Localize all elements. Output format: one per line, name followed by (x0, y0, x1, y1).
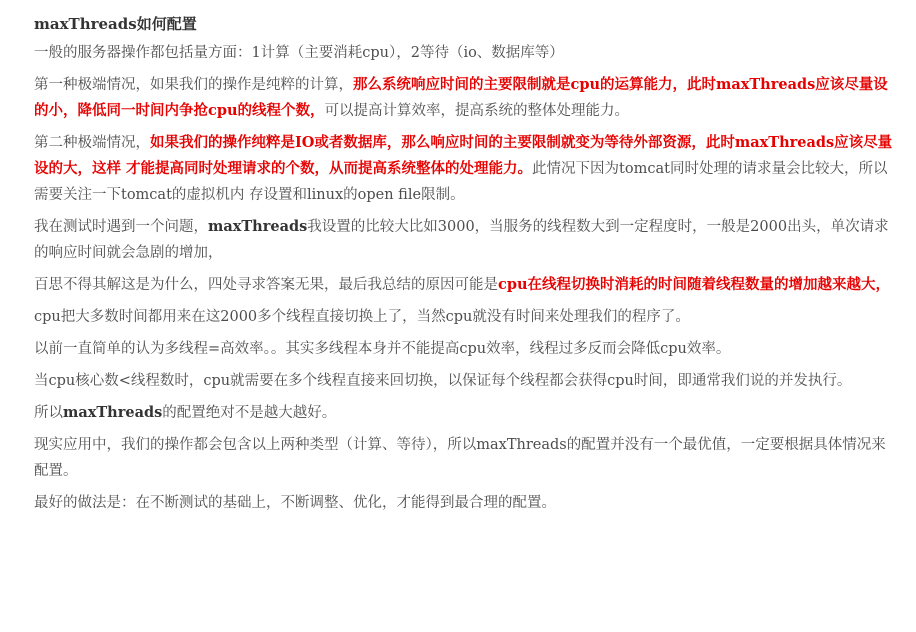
paragraph-text: 第二种极端情况， (34, 135, 150, 151)
paragraph-real-world: 现实应用中，我们的操作都会包含以上两种类型（计算、等待），所以maxThreads的配置并没有一个最优值，一定要根据具体情况来配置。 (34, 437, 886, 479)
bold-term: maxThreads (63, 404, 163, 421)
paragraph-not-bigger-better (34, 400, 898, 426)
paragraph-multithread-efficiency: 以前一直简单的认为多线程=高效率。。其实多线程本身并不能提高cpu效率，线程过多反而会降低cpu效率。 (34, 341, 731, 357)
article-heading: maxThreads如何配置 (34, 15, 197, 33)
paragraph-cpu-switching: cpu把大多数时间都用来在这2000多个线程直接切换上了，当然cpu就没有时间来处理我们的程序了。 (34, 309, 690, 325)
paragraph-text: 的配置绝对不是越大越好。 (162, 405, 337, 421)
paragraph-io-extreme (34, 130, 898, 208)
emphasis-text: 如果我们的操作纯粹是IO或者数据库，那么响应时间的主要限制就变为等待外部资源，此时maxThreads应该尽量设的大，这样 才能提高同时处理请求的个数，从而提高系统整体的处理能力。 (34, 134, 893, 177)
paragraph-text: 我在测试时遇到一个问题， (34, 219, 208, 235)
bold-term: maxThreads (208, 218, 308, 235)
paragraph-cpu-cores: 当cpu核心数<线程数时，cpu就需要在多个线程直接来回切换，以保证每个线程都会获得cpu时间，即通常我们说的并发执行。 (34, 373, 852, 389)
paragraph-text: 此情况下因为tomcat同时处理的请求量会比较大，所以需要关注一下tomcat的虚拟机内 存设置和linux的open file限制。 (34, 161, 888, 203)
paragraph-text: 第一种极端情况，如果我们的操作是纯粹的计算， (34, 77, 353, 93)
emphasis-text: 那么系统响应时间的主要限制就是cpu的运算能力，此时maxThreads应该尽量设的小，降低同一时间内争抢cpu的线程个数， (34, 76, 888, 119)
article-body (34, 10, 898, 520)
paragraph-text: 我设置的比较大比如3000，当服务的线程数大到一定程度时，一般是2000出头，单次请求的响应时间就会急剧的增加， (34, 219, 889, 261)
paragraph-text: 可以提高计算效率，提高系统的整体处理能力。 (324, 103, 630, 119)
paragraph-text: 百思不得其解这是为什么，四处寻求答案无果，最后我总结的原因可能是 (34, 277, 498, 293)
paragraph-best-practice: 最好的做法是：在不断测试的基础上，不断调整、优化，才能得到最合理的配置。 (34, 495, 556, 511)
paragraph-conclusion-reason (34, 272, 898, 298)
paragraph-test-issue (34, 214, 898, 266)
paragraph-compute-extreme (34, 72, 898, 124)
paragraph-text: 所以 (34, 405, 63, 421)
paragraph-operations-types: 一般的服务器操作都包括量方面：1计算（主要消耗cpu），2等待（io、数据库等） (34, 45, 564, 61)
emphasis-text: cpu在线程切换时消耗的时间随着线程数量的增加越来越大， (498, 276, 891, 293)
